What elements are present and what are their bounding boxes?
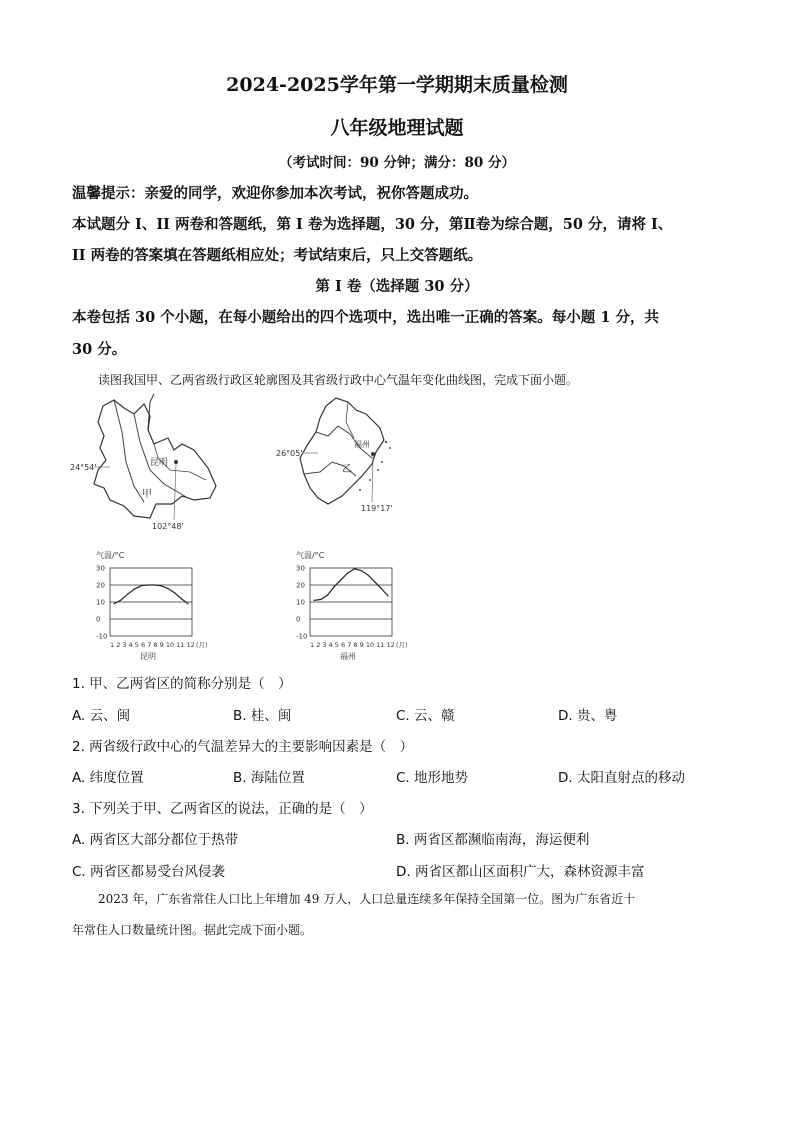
map-yunnan [70,392,230,532]
figure-intro: 读图我国甲、乙两省级行政区轮廓图及其省级行政中心气温年变化曲线图，完成下面小题。 [98,373,579,387]
chart-left-point-month-7 [154,584,155,585]
chart-left-point-month-4 [134,589,135,590]
chart-right-ytick-10: 10 [296,598,305,607]
chart-left-point-month-10 [174,592,175,593]
map-left-lat: 24°54' [70,463,97,472]
chart-left-point-month-5 [140,585,141,586]
exam-info: （考试时间：90 分钟；满分：80 分） [279,155,515,171]
question-3-option-b[interactable]: B. 两省区都濒临南海，海运便利 [396,832,590,848]
notice-line-3: II 两卷的答案填在答题纸相应处；考试结束后，只上交答题纸。 [72,247,483,264]
section-intro-line-2: 30 分。 [72,341,127,358]
exam-subtitle: 八年级地理试题 [330,117,464,139]
map-right-region: 乙 [342,464,352,475]
question-3-option-c[interactable]: C. 两省区都易受台风侵袭 [72,864,226,880]
section-heading: 第 Ⅰ 卷（选择题 30 分） [315,278,479,295]
map-left-lon: 102°48' [152,522,184,531]
exam-title: 2024-2025学年第一学期期末质量检测 [226,74,568,96]
chart-right-ytick-neg10: -10 [296,632,308,641]
chart-right-name: 福州 [340,652,356,661]
chart-left-ytick-30: 30 [96,564,105,573]
question-3-option-d[interactable]: D. 两省区都山区面积广大，森林资源丰富 [396,864,645,880]
question-2-option-c[interactable]: C. 地形地势 [396,770,469,786]
chart-left-point-month-8 [160,585,161,586]
chart-left-xticks: 1 2 3 4 5 6 7 8 9 10 11 12 [110,641,195,649]
chart-right-point-month-3 [327,595,328,596]
question-3-stem: 3. 下列关于甲、乙两省区的说法，正确的是（ ） [72,801,373,817]
question-1-stem: 1. 甲、乙两省区的简称分别是（ ） [72,676,292,692]
chart-right-point-month-7 [354,568,355,569]
section-intro-line-1: 本卷包括 30 个小题，在每小题给出的四个选项中，选出唯一正确的答案。每小题 1 分，共 [72,309,659,326]
question-2-stem: 2. 两省级行政中心的气温差异大的主要影响因素是（ ） [72,739,414,755]
question-1-option-b[interactable]: B. 桂、闽 [233,708,292,724]
chart-right-point-month-12 [387,595,388,596]
chart-kunming [88,548,228,666]
map-left-city: 昆明 [150,458,169,468]
chart-right-point-month-11 [381,588,382,589]
question-1-option-d[interactable]: D. 贵、粤 [558,708,618,724]
question-3-option-a[interactable]: A. 两省区大部分都位于热带 [72,832,239,848]
question-1-option-a[interactable]: A. 云、闽 [72,708,131,724]
chart-right-point-month-6 [347,573,348,574]
chart-right-ylabel: 气温/°C [296,551,325,560]
chart-right-point-month-2 [320,599,321,600]
chart-left-ytick-0: 0 [96,615,101,624]
chart-left-point-month-2 [120,600,121,601]
chart-left-temperature-line [114,585,188,604]
closing-line-1: 2023 年，广东省常住人口比上年增加 49 万人，人口总量连续多年保持全国第一位。图为广东省近十 [98,892,636,906]
closing-line-2: 年常住人口数量统计图。据此完成下面小题。 [72,923,313,937]
notice-line-2: 本试题分 I、II 两卷和答题纸，第 Ⅰ 卷为选择题，30 分，第Ⅱ卷为综合题，50 分，请将 I、 [72,216,673,233]
chart-right-point-month-5 [340,579,341,580]
map-right-city: 福州 [354,440,370,449]
chart-left-ytick-20: 20 [96,581,105,590]
chart-left-ylabel: 气温/°C [96,551,125,560]
map-right-lon: 119°17' [361,504,393,513]
chart-right-xunit: (月) [396,641,408,649]
notice-line-1: 温馨提示：亲爱的同学，欢迎你参加本次考试，祝你答题成功。 [72,185,478,202]
chart-right-point-month-10 [374,581,375,582]
chart-right-temperature-line [314,569,388,601]
chart-right-ytick-30: 30 [296,564,305,573]
chart-right-ytick-0: 0 [296,615,301,624]
map-left-region: 甲 [142,489,152,500]
chart-left-point-month-12 [187,603,188,604]
question-1-option-c[interactable]: C. 云、赣 [396,708,455,724]
chart-right-point-month-8 [360,570,361,571]
question-2-option-d[interactable]: D. 太阳直射点的移动 [558,770,685,786]
chart-fuzhou [288,548,428,666]
map-fujian [270,392,420,522]
question-2-option-b[interactable]: B. 海陆位置 [233,770,305,786]
chart-right-point-month-9 [367,574,368,575]
chart-left-point-month-11 [181,598,182,599]
chart-right-ytick-20: 20 [296,581,305,590]
chart-left-ytick-neg10: -10 [96,632,108,641]
chart-left-ytick-10: 10 [96,598,105,607]
chart-left-point-month-3 [127,594,128,595]
chart-left-xunit: (月) [196,641,208,649]
chart-right-point-month-1 [313,600,314,601]
chart-left-name: 昆明 [140,652,156,661]
chart-left-point-month-6 [147,584,148,585]
chart-right-point-month-4 [334,586,335,587]
chart-left-point-month-9 [167,588,168,589]
map-right-lat: 26°05' [276,449,303,458]
question-2-option-a[interactable]: A. 纬度位置 [72,770,144,786]
chart-right-xticks: 1 2 3 4 5 6 7 8 9 10 11 12 [310,641,395,649]
chart-left-point-month-1 [113,603,114,604]
